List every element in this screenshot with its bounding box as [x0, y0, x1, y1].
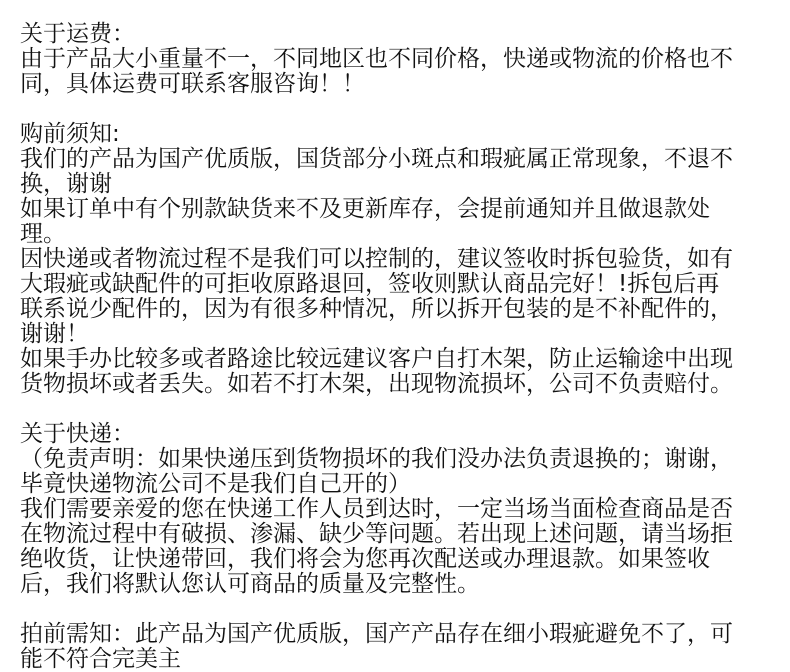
text-line: 同，具体运费可联系客服咨询！！ — [20, 71, 365, 97]
pre-purchase-heading: 购前须知: — [20, 121, 120, 147]
text-line: 毕竟快递物流公司不是我们自己开的） — [20, 471, 411, 497]
text-line: 换，谢谢 — [20, 171, 112, 197]
express-heading: 关于快递： — [20, 421, 135, 447]
shipping-heading: 关于运费： — [20, 21, 135, 47]
paragraph-gap — [20, 97, 772, 122]
text-line: 我们的产品为国产优质版，国货部分小斑点和瑕疵属正常现象，不退不 — [20, 146, 733, 172]
text-line: 货物损坏或者丢失。如若不打木架，出现物流损坏，公司不负责赔付。 — [20, 371, 733, 397]
text-line: 如果手办比较多或者路途比较远建议客户自打木架，防止运输途中出现 — [20, 346, 733, 372]
paragraph-gap — [20, 397, 772, 422]
text-line: 拍前需知：此产品为国产优质版，国产产品存在细小瑕疵避免不了，可 — [20, 621, 733, 647]
notice-text-block — [20, 22, 772, 672]
text-line: 我们需要亲爱的您在快递工作人员到达时，一定当场当面检查商品是否 — [20, 496, 733, 522]
text-line: 由于产品大小重量不一，不同地区也不同价格，快递或物流的价格也不 — [20, 46, 733, 72]
text-line: 能不符合完美主 — [20, 646, 181, 672]
text-line: 因快递或者物流过程不是我们可以控制的，建议签收时拆包验货，如有 — [20, 246, 733, 272]
text-line: 在物流过程中有破损、渗漏、缺少等问题。若出现上述问题，请当场拒 — [20, 521, 733, 547]
text-line: 如果订单中有个别款缺货来不及更新库存，会提前通知并且做退款处 — [20, 196, 710, 222]
text-line: 大瑕疵或缺配件的可拒收原路退回，签收则默认商品完好！!拆包后再 — [20, 271, 720, 297]
text-line: 后，我们将默认您认可商品的质量及完整性。 — [20, 571, 480, 597]
text-line: 谢谢！ — [20, 321, 89, 347]
text-line: 联系说少配件的，因为有很多种情况，所以拆开包装的是不补配件的， — [20, 296, 733, 322]
paragraph-gap — [20, 597, 772, 622]
text-line: 理。 — [20, 221, 66, 247]
text-line: 绝收货，让快递带回，我们将会为您再次配送或办理退款。如果签收 — [20, 546, 710, 572]
text-line: （免责声明：如果快递压到货物损坏的我们没办法负责退换的；谢谢， — [20, 446, 733, 472]
